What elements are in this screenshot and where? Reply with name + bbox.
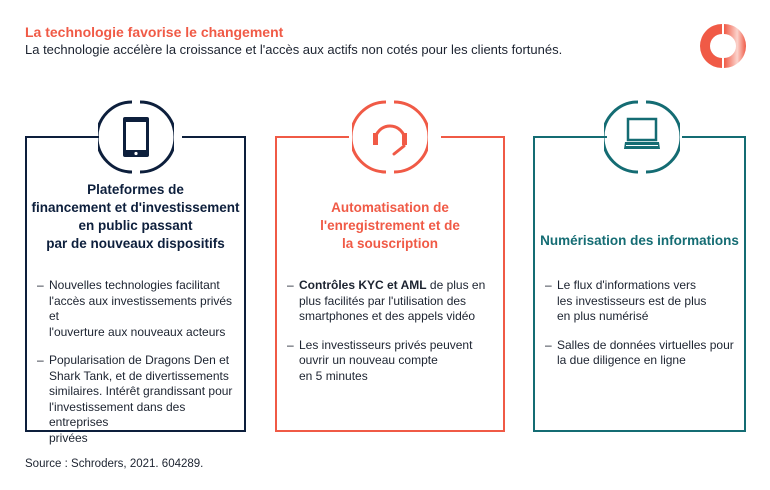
card-heading: Numérisation des informations xyxy=(540,233,739,248)
bold-term: Contrôles KYC et AML xyxy=(299,278,427,292)
list-item: – Le flux d'informations vers les investisseurs est de plus en plus numérisé xyxy=(545,278,738,325)
page-subtitle: La technologie accélère la croissance et l'accès aux actifs non cotés pour les clients fortunés. xyxy=(25,42,563,57)
smartphone-icon xyxy=(98,99,174,175)
bullet-list xyxy=(287,278,497,397)
list-item: – Contrôles KYC et AML de plus en plus facilités par l'utilisation des smartphones et des appels vidéo xyxy=(287,278,497,325)
card-heading: Automatisation de l'enregistrement et de la souscription xyxy=(320,200,460,251)
headset-icon xyxy=(352,99,428,175)
source-note: Source : Schroders, 2021. 604289. xyxy=(25,458,204,470)
brand-logo-icon xyxy=(698,22,746,70)
bullet-list xyxy=(545,278,738,382)
card-platforms xyxy=(25,136,246,445)
card-automation xyxy=(275,136,505,432)
list-item: – Nouvelles technologies facilitant l'accès aux investissements privés et l'ouverture aux nouveaux acteurs xyxy=(37,278,238,340)
card-heading: Plateformes de financement et d'investissement en public passant par de nouveaux dispositifs xyxy=(31,182,240,251)
laptop-icon xyxy=(604,99,680,175)
list-item: – Popularisation de Dragons Den et Shark Tank, et de divertissements similaires. Intérêt grandissant pour l'investissement dans des entreprises privées xyxy=(37,353,238,446)
list-item: – Les investisseurs privés peuvent ouvrir un nouveau compte en 5 minutes xyxy=(287,338,497,385)
page-title: La technologie favorise le changement xyxy=(25,24,284,40)
bullet-list xyxy=(37,278,238,459)
card-digitization xyxy=(533,136,746,432)
list-item: – Salles de données virtuelles pour la due diligence en ligne xyxy=(545,338,738,369)
